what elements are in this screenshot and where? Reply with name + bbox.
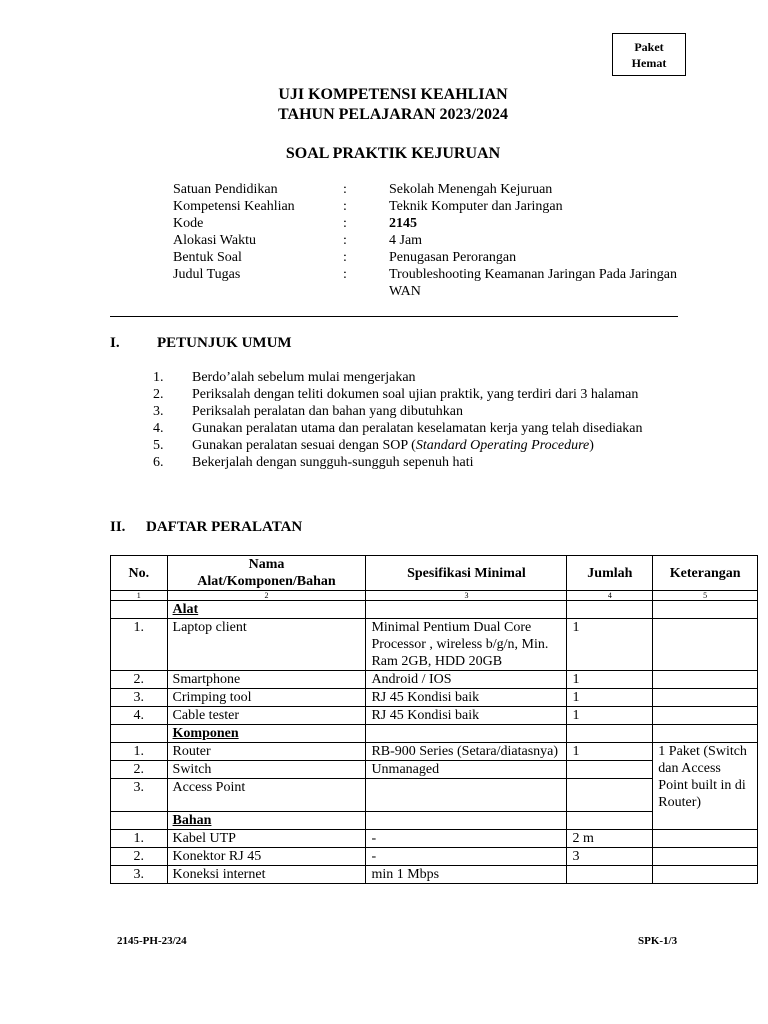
cell-no: 3. (111, 689, 168, 707)
cell-spec: RB-900 Series (Setara/diatasnya) (366, 743, 567, 761)
table-header: Nama Alat/Komponen/Bahan (167, 556, 366, 591)
cell-note (653, 848, 758, 866)
info-label: Satuan Pendidikan (173, 182, 278, 197)
cell-qty: 1 (567, 707, 653, 725)
cell-no: 4. (111, 707, 168, 725)
section-title: PETUNJUK UMUM (157, 335, 292, 351)
column-index: 3 (366, 591, 567, 601)
info-value: 4 Jam (389, 233, 423, 248)
title-line3: SOAL PRAKTIK KEJURUAN (285, 145, 501, 162)
table-header: No. (111, 556, 168, 591)
cell-note (653, 707, 758, 725)
footer-code: 2145-PH-23/24 (117, 935, 187, 947)
category-label: Bahan (172, 813, 212, 828)
list-text: Berdo’alah sebelum mulai mengerjakan (192, 370, 416, 385)
table-header: Spesifikasi Minimal (366, 556, 567, 591)
cell-no: 3. (111, 779, 168, 812)
list-number: 2. (153, 387, 164, 402)
info-label: Kode (173, 216, 204, 231)
cell-name: Laptop client (167, 619, 366, 671)
cell-spec (366, 779, 567, 812)
table-header: Jumlah (567, 556, 653, 591)
cell-no: 2. (111, 848, 168, 866)
info-label: Bentuk Soal (173, 250, 242, 265)
info-label: Kompetensi Keahlian (173, 199, 295, 214)
category-label: Alat (172, 602, 199, 617)
cell-qty: 2 m (567, 830, 653, 848)
cell-spec: - (366, 830, 567, 848)
cell-name: Cable tester (167, 707, 366, 725)
cell-name: Access Point (167, 779, 366, 812)
column-index: 2 (167, 591, 366, 601)
column-index: 4 (567, 591, 653, 601)
list-text: Gunakan peralatan utama dan peralatan keselamatan kerja yang telah disediakan (192, 421, 643, 436)
cell-qty: 1 (567, 743, 653, 761)
section-number: I. (110, 335, 120, 351)
title-line2: TAHUN PELAJARAN 2023/2024 (278, 106, 508, 123)
table-header: Keterangan (653, 556, 758, 591)
info-label: Judul Tugas (173, 267, 241, 282)
equipment-table (110, 555, 758, 884)
info-colon: : (343, 216, 347, 231)
table-row (111, 689, 758, 707)
table-row (111, 830, 758, 848)
list-item (153, 437, 677, 454)
paket-box (612, 33, 686, 76)
info-colon: : (343, 233, 347, 248)
paket-line1: Paket (634, 40, 664, 54)
list-text: Periksalah peralatan dan bahan yang dibutuhkan (192, 404, 463, 419)
list-item (153, 420, 677, 437)
cell-spec: RJ 45 Kondisi baik (366, 707, 567, 725)
cell-no: 1. (111, 619, 168, 671)
table-row (111, 866, 758, 884)
cell-qty: 1 (567, 619, 653, 671)
column-index: 1 (111, 591, 168, 601)
cell-spec: Unmanaged (366, 761, 567, 779)
cell-name: Switch (167, 761, 366, 779)
table-index-row (111, 591, 758, 601)
cell-qty (567, 866, 653, 884)
cell-note (653, 619, 758, 671)
info-colon: : (343, 250, 347, 265)
table-row (111, 619, 758, 671)
table-row (111, 743, 758, 761)
table-category-row (111, 725, 758, 743)
section-number: II. (110, 519, 126, 535)
cell-qty: 1 (567, 689, 653, 707)
cell-no: 2. (111, 761, 168, 779)
list-number: 6. (153, 455, 164, 470)
cell-name: Router (167, 743, 366, 761)
cell-no: 2. (111, 671, 168, 689)
cell-spec: RJ 45 Kondisi baik (366, 689, 567, 707)
list-text (192, 437, 677, 454)
list-number: 3. (153, 404, 164, 419)
list-number: 1. (153, 370, 164, 385)
paket-line2: Hemat (631, 56, 667, 70)
list-text-part: Gunakan peralatan sesuai dengan SOP ( (192, 438, 416, 453)
list-text-italic: Standard Operating Procedure (415, 438, 590, 453)
title-line1: UJI KOMPETENSI KEAHLIAN (278, 86, 508, 103)
list-item (153, 386, 677, 403)
list-item (153, 454, 677, 471)
column-index: 5 (653, 591, 758, 601)
table-row (111, 671, 758, 689)
info-value: 2145 (389, 216, 417, 231)
cell-name: Koneksi internet (167, 866, 366, 884)
cell-spec: Android / IOS (366, 671, 567, 689)
cell-note (653, 830, 758, 848)
category-label: Komponen (172, 726, 239, 741)
table-row (111, 848, 758, 866)
cell-spec: min 1 Mbps (366, 866, 567, 884)
cell-no: 1. (111, 830, 168, 848)
info-colon: : (343, 267, 347, 282)
info-colon: : (343, 199, 347, 214)
cell-name: Crimping tool (167, 689, 366, 707)
info-value: Teknik Komputer dan Jaringan (389, 199, 563, 214)
list-text: Periksalah dengan teliti dokumen soal ujian praktik, yang terdiri dari 3 halaman (192, 387, 639, 402)
list-item (153, 403, 677, 420)
cell-no: 3. (111, 866, 168, 884)
list-text: Bekerjalah dengan sungguh-sungguh sepenuh hati (192, 455, 474, 470)
info-colon: : (343, 182, 347, 197)
table-category-row (111, 601, 758, 619)
cell-note (653, 689, 758, 707)
cell-spec: - (366, 848, 567, 866)
table-header-row (111, 556, 758, 591)
cell-qty (567, 761, 653, 779)
section-title: DAFTAR PERALATAN (146, 519, 303, 535)
info-label: Alokasi Waktu (173, 233, 256, 248)
cell-note (653, 671, 758, 689)
cell-note (653, 866, 758, 884)
cell-qty: 1 (567, 671, 653, 689)
cell-no: 1. (111, 743, 168, 761)
list-number: 4. (153, 421, 164, 436)
list-item (153, 369, 677, 386)
list-text-part: ) (589, 438, 594, 453)
cell-qty: 3 (567, 848, 653, 866)
instruction-list (153, 369, 677, 471)
list-number: 5. (153, 438, 164, 453)
cell-name: Kabel UTP (167, 830, 366, 848)
info-value: Sekolah Menengah Kejuruan (389, 182, 553, 197)
cell-note: 1 Paket (Switch dan Access Point built in di Router) (653, 743, 758, 830)
cell-spec: Minimal Pentium Dual Core Processor , wireless b/g/n, Min. Ram 2GB, HDD 20GB (366, 619, 567, 671)
info-value: Troubleshooting Keamanan Jaringan Pada Jaringan WAN (389, 267, 677, 299)
footer-page: SPK-1/3 (638, 935, 678, 947)
table-row (111, 707, 758, 725)
info-value: Penugasan Perorangan (389, 250, 517, 265)
divider-line (110, 316, 678, 317)
cell-name: Smartphone (167, 671, 366, 689)
cell-qty (567, 779, 653, 812)
cell-name: Konektor RJ 45 (167, 848, 366, 866)
